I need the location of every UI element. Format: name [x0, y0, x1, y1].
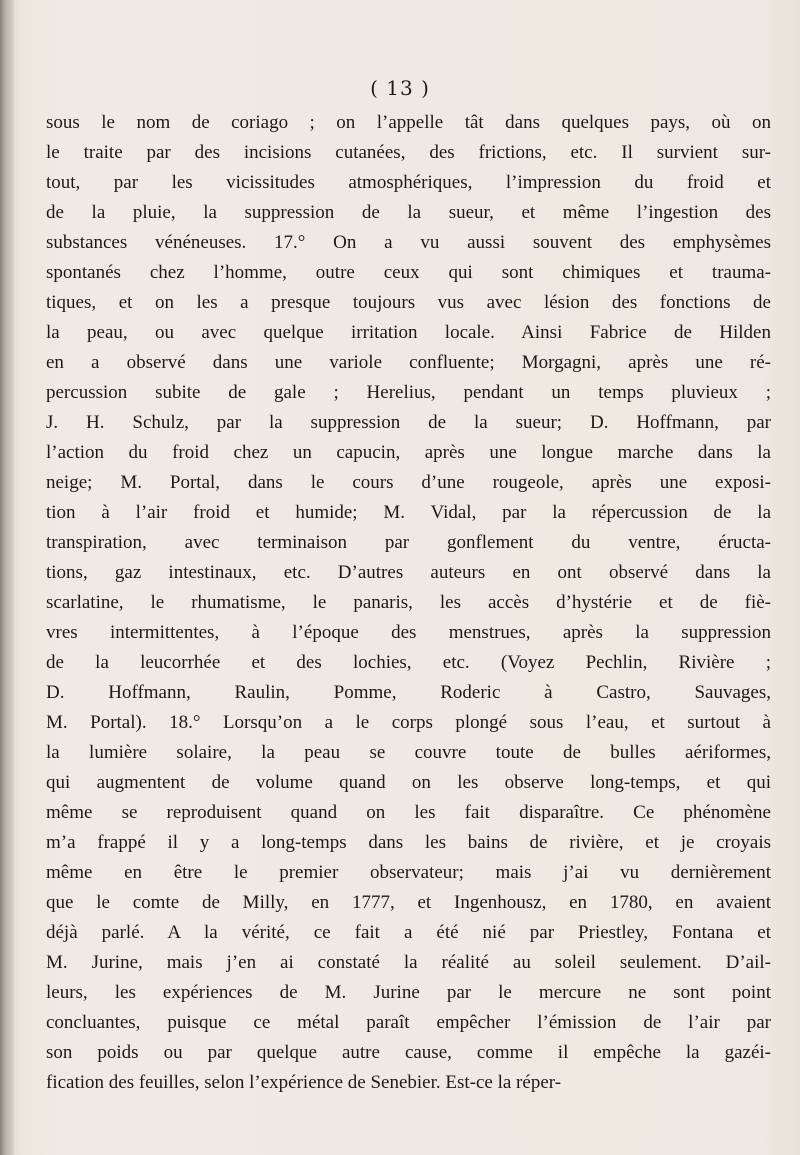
text-line: le traite par des incisions cutanées, des frictions, etc. Il survient sur-	[46, 142, 771, 163]
text-line: concluantes, puisque ce métal paraît empêcher l’émission de l’air par	[46, 1012, 771, 1033]
page-number: ( 13 )	[370, 76, 430, 100]
text-line: qui augmentent de volume quand on les observe long-temps, et qui	[46, 772, 771, 793]
text-line: tiques, et on les a presque toujours vus avec lésion des fonctions de	[46, 292, 771, 313]
text-line: percussion subite de gale ; Herelius, pendant un temps pluvieux ;	[46, 382, 771, 403]
page-binding-shadow	[0, 0, 14, 1155]
text-line: substances vénéneuses. 17.° On a vu aussi souvent des emphysèmes	[46, 232, 771, 253]
text-line: tout, par les vicissitudes atmosphériques, l’impression du froid et	[46, 172, 771, 193]
text-line: que le comte de Milly, en 1777, et Ingenhousz, en 1780, en avaient	[46, 892, 771, 913]
text-line: J. H. Schulz, par la suppression de la sueur; D. Hoffmann, par	[46, 412, 771, 433]
text-line: leurs, les expériences de M. Jurine par le mercure ne sont point	[46, 982, 771, 1003]
text-line: neige; M. Portal, dans le cours d’une rougeole, après une exposi-	[46, 472, 771, 493]
text-line: même se reproduisent quand on les fait disparaître. Ce phénomène	[46, 802, 771, 823]
text-line: sous le nom de coriago ; on l’appelle tât dans quelques pays, où on	[46, 112, 771, 133]
text-line: la peau, ou avec quelque irritation locale. Ainsi Fabrice de Hilden	[46, 322, 771, 343]
text-line: scarlatine, le rhumatisme, le panaris, les accès d’hystérie et de fiè-	[46, 592, 771, 613]
text-line: transpiration, avec terminaison par gonflement du ventre, éructa-	[46, 532, 771, 553]
text-line: l’action du froid chez un capucin, après une longue marche dans la	[46, 442, 771, 463]
text-line: spontanés chez l’homme, outre ceux qui sont chimiques et trauma-	[46, 262, 771, 283]
text-line: la lumière solaire, la peau se couvre toute de bulles aériformes,	[46, 742, 771, 763]
text-line: tion à l’air froid et humide; M. Vidal, par la répercussion de la	[46, 502, 771, 523]
text-line: M. Portal). 18.° Lorsqu’on a le corps plongé sous l’eau, et surtout à	[46, 712, 771, 733]
text-line: D. Hoffmann, Raulin, Pomme, Roderic à Castro, Sauvages,	[46, 682, 771, 703]
body-text	[46, 108, 771, 1098]
text-line: déjà parlé. A la vérité, ce fait a été nié par Priestley, Fontana et	[46, 922, 771, 943]
text-line: son poids ou par quelque autre cause, comme il empêche la gazéi-	[46, 1042, 771, 1063]
text-line: même en être le premier observateur; mais j’ai vu dernièrement	[46, 862, 771, 883]
text-line: M. Jurine, mais j’en ai constaté la réalité au soleil seulement. D’ail-	[46, 952, 771, 973]
text-line: de la pluie, la suppression de la sueur, et même l’ingestion des	[46, 202, 771, 223]
text-line: tions, gaz intestinaux, etc. D’autres auteurs en ont observé dans la	[46, 562, 771, 583]
text-line: fication des feuilles, selon l’expérience de Senebier. Est-ce la réper-	[46, 1072, 562, 1093]
text-line: de la leucorrhée et des lochies, etc. (Voyez Pechlin, Rivière ;	[46, 652, 771, 673]
text-line: vres intermittentes, à l’époque des menstrues, après la suppression	[46, 622, 771, 643]
text-line: en a observé dans une variole confluente; Morgagni, après une ré-	[46, 352, 771, 373]
text-line: m’a frappé il y a long-temps dans les bains de rivière, et je croyais	[46, 832, 771, 853]
